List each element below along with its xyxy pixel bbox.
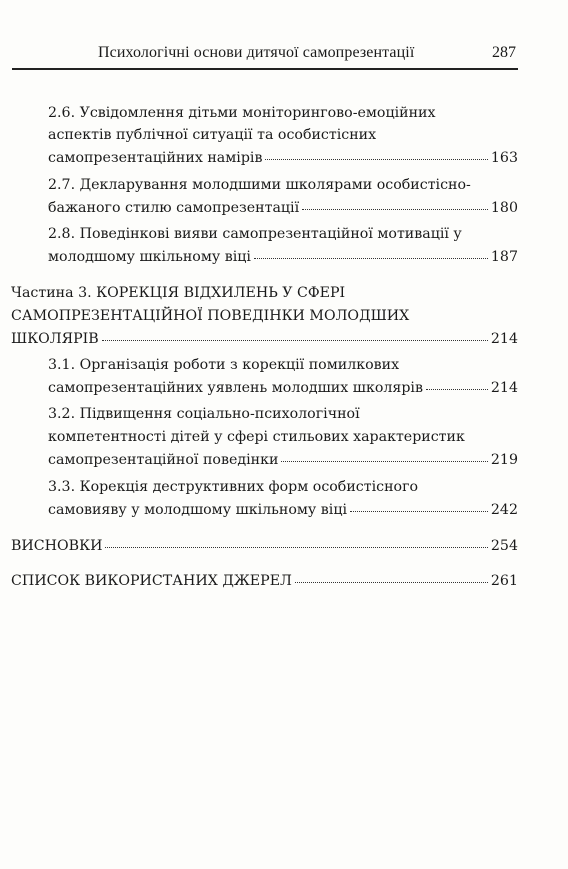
toc-entry-2-7-text: бажаного стилю самопрезентації xyxy=(48,200,300,216)
dot-leader xyxy=(265,159,487,160)
dot-leader xyxy=(295,582,488,583)
dot-leader xyxy=(254,258,488,259)
toc-entry-2-8-last-line[interactable] xyxy=(48,246,518,268)
toc-entry-3-2-page: 219 xyxy=(490,452,518,468)
toc-entry-2-8-line-1: 2.8. Поведінкові вияви самопрезентаційної мотивації у xyxy=(48,226,462,242)
toc-entry-3-1-text: самопрезентаційних уявлень молодших школярів xyxy=(48,380,423,396)
toc-entry-3-1-line-1: 3.1. Організація роботи з корекції помилкових xyxy=(48,357,400,373)
toc-entry-3-3-page: 242 xyxy=(490,502,518,518)
dot-leader xyxy=(350,511,488,512)
toc-entry-3-2-text: самопрезентаційної поведінки xyxy=(48,452,279,468)
toc-entry-2-6-text: самопрезентаційних намірів xyxy=(48,150,263,166)
toc-entry-3-1-page: 214 xyxy=(490,380,518,396)
dot-leader xyxy=(302,209,488,210)
toc-entry-2-7-last-line[interactable] xyxy=(48,197,518,219)
toc-conclusions[interactable] xyxy=(11,535,518,557)
dot-leader xyxy=(102,340,488,341)
toc-entry-3-2-last-line[interactable] xyxy=(48,449,518,471)
toc-entry-3-3-line-1: 3.3. Корекція деструктивних форм особистісного xyxy=(48,479,419,495)
toc-entry-2-6-line-2: аспектів публічної ситуації та особистісних xyxy=(48,127,377,143)
toc-entry-3-2-line-2: компетентності дітей у сфері стильових характеристик xyxy=(48,429,465,445)
toc-entry-3-3-text: самовияву у молодшому шкільному віці xyxy=(48,502,347,518)
toc-entry-2-8-page: 187 xyxy=(490,249,518,265)
toc-entry-2-8-text: молодшому шкільному віці xyxy=(48,249,251,265)
dot-leader xyxy=(105,547,487,548)
toc-entry-2-6-line-1: 2.6. Усвідомлення дітьми моніторингово-емоційних xyxy=(48,105,436,121)
toc-references-text: СПИСОК ВИКОРИСТАНИХ ДЖЕРЕЛ xyxy=(11,573,292,589)
running-header xyxy=(12,40,518,70)
toc-entry-3-3-last-line[interactable] xyxy=(48,499,518,521)
toc-entry-2-7-page: 180 xyxy=(490,200,518,216)
toc-entry-2-7-line-1: 2.7. Декларування молодшими школярами особистісно- xyxy=(48,177,471,193)
toc-references[interactable] xyxy=(11,570,518,592)
dot-leader xyxy=(426,389,488,390)
running-title: Психологічні основи дитячої самопрезентації xyxy=(98,44,415,61)
toc-entry-2-6-page: 163 xyxy=(490,150,518,166)
page-number: 287 xyxy=(492,44,516,61)
dot-leader xyxy=(281,461,487,462)
toc-references-page: 261 xyxy=(490,573,518,589)
toc-entry-3-1-last-line[interactable] xyxy=(48,377,518,399)
toc-part-3-page: 214 xyxy=(490,331,518,347)
toc-part-3-last-line[interactable] xyxy=(11,328,518,350)
toc-conclusions-page: 254 xyxy=(490,538,518,554)
toc-part-3-line-1: Частина 3. КОРЕКЦІЯ ВІДХИЛЕНЬ У СФЕРІ xyxy=(11,285,346,301)
toc-part-3-line-2: САМОПРЕЗЕНТАЦІЙНОЇ ПОВЕДІНКИ МОЛОДШИХ xyxy=(11,308,410,324)
toc-entry-3-2-line-1: 3.2. Підвищення соціально-психологічної xyxy=(48,406,360,422)
toc-entry-2-6-last-line[interactable] xyxy=(48,147,518,169)
toc-conclusions-text: ВИСНОВКИ xyxy=(11,538,103,554)
toc-part-3-text: ШКОЛЯРІВ xyxy=(11,331,99,347)
